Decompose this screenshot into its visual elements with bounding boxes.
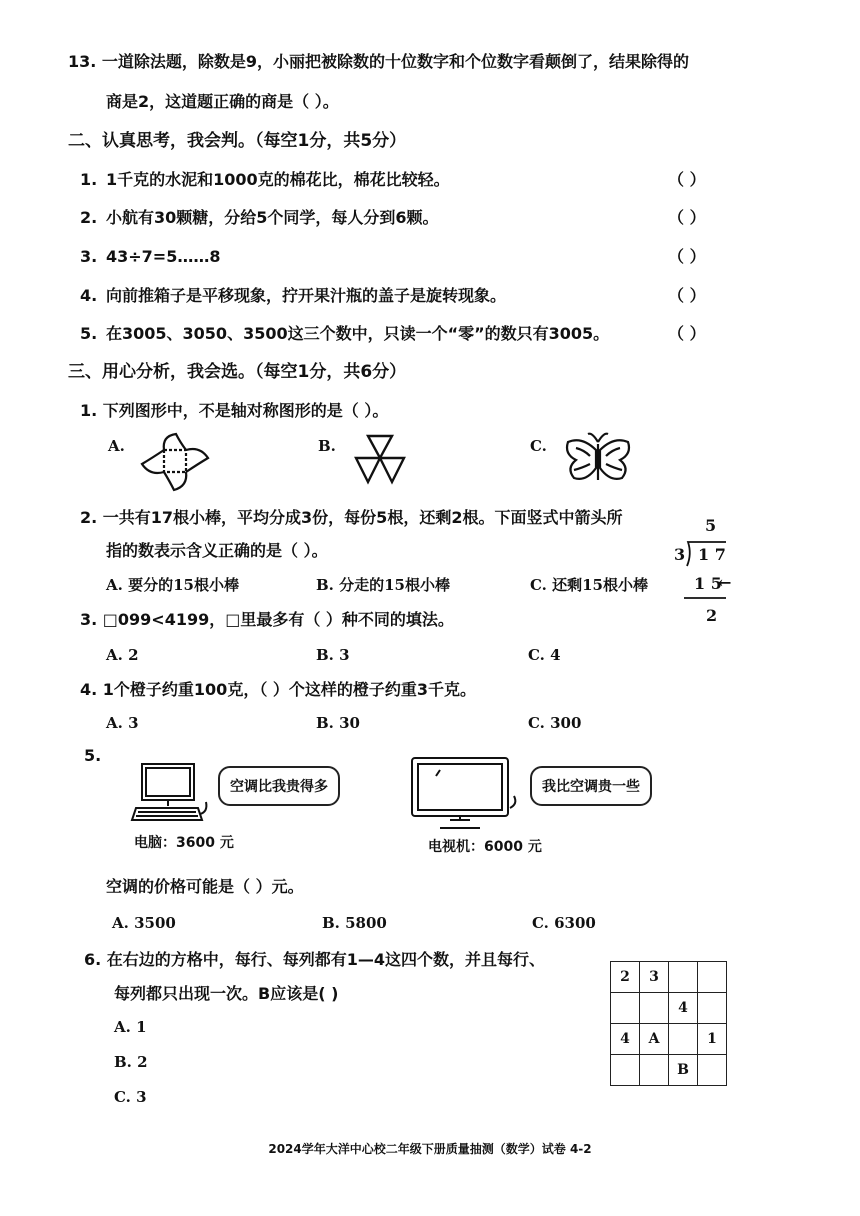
division-quotient: 5 [705, 516, 717, 535]
choice-q5-option-c[interactable]: C. 6300 [532, 914, 596, 932]
judge-item-5-num: 5. [80, 324, 98, 343]
division-remainder: 2 [706, 606, 718, 625]
judge-item-1-text: 1千克的水泥和1000克的棉花比，棉花比较轻。 [106, 170, 450, 189]
choice-q5-question: 空调的价格可能是（ ）元。 [106, 877, 304, 896]
choice-q1-option-c[interactable]: C. [530, 437, 547, 455]
grid-cell [669, 962, 698, 993]
choice-q5-num: 5. [84, 746, 102, 765]
grid-cell [640, 1055, 669, 1086]
arrow-left-icon: ← [718, 573, 732, 592]
grid-cell [698, 962, 727, 993]
choice-q2-option-b[interactable]: B. 分走的15根小棒 [316, 576, 450, 594]
judge-item-4-num: 4. [80, 286, 98, 305]
choice-q4-option-c[interactable]: C. 300 [528, 714, 582, 732]
grid-cell: B [669, 1055, 698, 1086]
choice-q6-line1: 6. 在右边的方格中，每行、每列都有1—4这四个数，并且每行、 [84, 950, 546, 969]
judge-item-5-answer-paren[interactable]: （ ） [668, 324, 706, 343]
choice-q3-option-c[interactable]: C. 4 [528, 646, 561, 664]
grid-cell [698, 1055, 727, 1086]
judge-item-2-answer-paren[interactable]: （ ） [668, 208, 706, 227]
choice-q4-option-a[interactable]: A. 3 [106, 714, 139, 732]
judge-item-5-text: 在3005、3050、3500这三个数中，只读一个“零”的数只有3005。 [106, 324, 610, 343]
grid-cell: 4 [611, 1024, 640, 1055]
judge-item-3-num: 3. [80, 247, 98, 266]
division-bracket [682, 538, 732, 618]
computer-icon [132, 762, 212, 834]
choice-q3-option-a[interactable]: A. 2 [106, 646, 139, 664]
page-footer: 2024学年大洋中心校二年级下册质量抽测（数学）试卷 4-2 [268, 1142, 592, 1156]
computer-price-caption: 电脑：3600 元 [134, 835, 234, 851]
choice-q3-text: 3. □099<4199，□里最多有（ ）种不同的填法。 [80, 610, 454, 629]
grid-cell: A [640, 1024, 669, 1055]
section2-title: 二、认真思考，我会判。（每空1分，共5分） [68, 131, 407, 151]
butterfly-figure [562, 430, 634, 490]
division-dividend: 1 7 [698, 545, 726, 564]
choice-q6-option-c[interactable]: C. 3 [114, 1088, 147, 1106]
grid-cell [640, 993, 669, 1024]
judge-item-3-answer-paren[interactable]: （ ） [668, 247, 706, 266]
grid-cell: 1 [698, 1024, 727, 1055]
triangles-figure [348, 432, 412, 488]
choice-q5-option-a[interactable]: A. 3500 [112, 914, 176, 932]
judge-item-2-text: 小航有30颗糖，分给5个同学，每人分到6颗。 [106, 208, 439, 227]
choice-q1-text: 1. 下列图形中，不是轴对称图形的是（ ）。 [80, 401, 389, 420]
number-grid [610, 961, 727, 1086]
judge-item-1-num: 1. [80, 170, 98, 189]
choice-q5-option-b[interactable]: B. 5800 [322, 914, 387, 932]
pinwheel-figure [136, 432, 216, 492]
judge-item-3-text: 43÷7=5……8 [106, 247, 221, 266]
grid-cell: 3 [640, 962, 669, 993]
grid-cell [611, 1055, 640, 1086]
choice-q4-text: 4. 1个橙子约重100克，（ ）个这样的橙子约重3千克。 [80, 680, 477, 699]
q13-line1: 13. 一道除法题，除数是9，小丽把被除数的十位数字和个位数字看颠倒了，结果除得的 [68, 52, 690, 71]
q13-line2: 商是2，这道题正确的商是（ ）。 [106, 92, 339, 111]
choice-q6-line2: 每列都只出现一次。B应该是( ) [114, 984, 339, 1003]
choice-q2-line1: 2. 一共有17根小棒，平均分成3份，每份5根，还剩2根。下面竖式中箭头所 [80, 508, 623, 527]
grid-cell [611, 993, 640, 1024]
judge-item-1-answer-paren[interactable]: （ ） [668, 170, 706, 189]
judge-item-4-answer-paren[interactable]: （ ） [668, 286, 706, 305]
grid-cell: 2 [611, 962, 640, 993]
judge-item-2-num: 2. [80, 208, 98, 227]
choice-q6-option-a[interactable]: A. 1 [114, 1018, 147, 1036]
tv-icon [410, 756, 520, 836]
choice-q1-option-b[interactable]: B. [318, 437, 336, 455]
choice-q4-option-b[interactable]: B. 30 [316, 714, 360, 732]
section3-title: 三、用心分析，我会选。（每空1分，共6分） [68, 362, 407, 382]
tv-speech-bubble: 我比空调贵一些 [530, 766, 652, 806]
grid-cell [669, 1024, 698, 1055]
choice-q2-option-c[interactable]: C. 还剩15根小棒 [530, 576, 648, 594]
tv-price-caption: 电视机：6000 元 [428, 839, 542, 855]
choice-q1-option-a[interactable]: A. [108, 437, 125, 455]
choice-q2-option-a[interactable]: A. 要分的15根小棒 [106, 576, 239, 594]
grid-cell [698, 993, 727, 1024]
division-divisor: 3 [674, 545, 686, 564]
choice-q6-option-b[interactable]: B. 2 [114, 1053, 148, 1071]
division-product: 1 5 [694, 574, 722, 593]
choice-q2-line2: 指的数表示含义正确的是（ ）。 [106, 541, 328, 560]
computer-speech-bubble: 空调比我贵得多 [218, 766, 340, 806]
judge-item-4-text: 向前推箱子是平移现象，拧开果汁瓶的盖子是旋转现象。 [106, 286, 507, 305]
grid-cell: 4 [669, 993, 698, 1024]
choice-q3-option-b[interactable]: B. 3 [316, 646, 350, 664]
